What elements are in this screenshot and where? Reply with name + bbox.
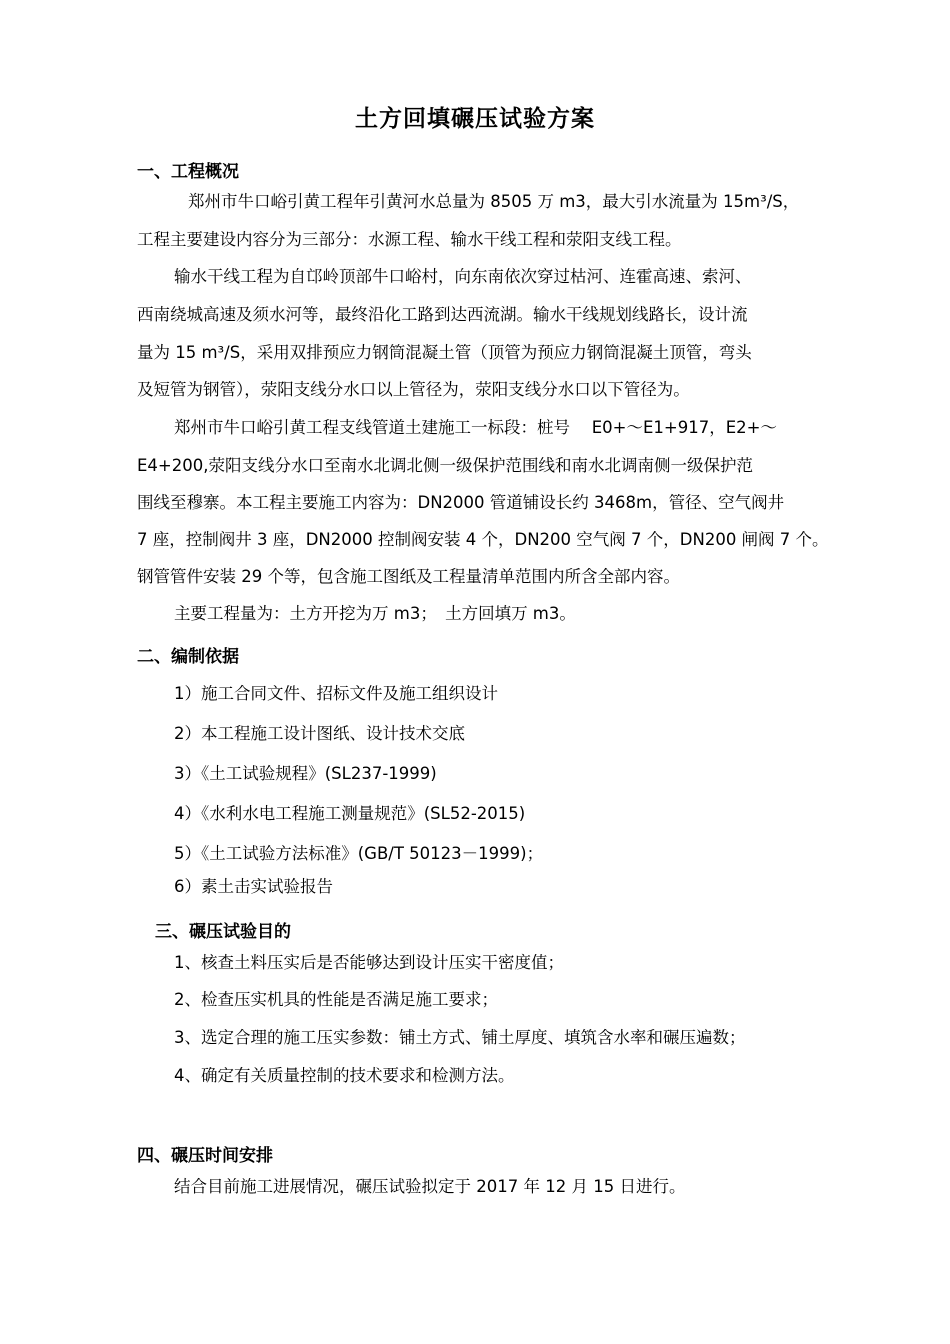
list-item: 1、核查土料压实后是否能够达到设计压实干密度值； xyxy=(174,953,564,972)
paragraph-line: 围线至穆寨。本工程主要施工内容为：DN2000 管道铺设长约 3468m，管径、空气阀井 xyxy=(137,493,785,512)
paragraph-line: 结合目前施工进展情况，碾压试验拟定于 2017 年 12 月 15 日进行。 xyxy=(174,1177,686,1196)
document-title: 土方回填碾压试验方案 xyxy=(355,106,595,132)
list-item: 4）《水利水电工程施工测量规范》(SL52-2015) xyxy=(174,804,526,823)
list-item: 2、检查压实机具的性能是否满足施工要求； xyxy=(174,990,498,1009)
paragraph-line: 工程主要建设内容分为三部分：水源工程、输水干线工程和荥阳支线工程。 xyxy=(137,230,682,249)
paragraph-line: 郑州市牛口峪引黄工程年引黄河水总量为 8505 万 m3，最大引水流量为 15m³/S， xyxy=(188,192,800,211)
paragraph-line: 西南绕城高速及须水河等，最终沿化工路到达西流湖。输水干线规划线路长，设计流 xyxy=(137,305,748,324)
list-item: 6）素土击实试验报告 xyxy=(174,877,333,896)
list-item: 1）施工合同文件、招标文件及施工组织设计 xyxy=(174,684,498,703)
list-item: 2）本工程施工设计图纸、设计技术交底 xyxy=(174,724,465,743)
paragraph-line: 钢管管件安装 29 个等，包含施工图纸及工程量清单范围内所含全部内容。 xyxy=(137,567,680,586)
list-item: 3）《土工试验规程》(SL237-1999) xyxy=(174,764,437,783)
paragraph-line: E4+200,荥阳支线分水口至南水北调北侧一级保护范围线和南水北调南侧一级保护范 xyxy=(137,456,753,475)
paragraph-line: 量为 15 m³/S，采用双排预应力钢筒混凝土管（顶管为预应力钢筒混凝土顶管，弯头 xyxy=(137,343,752,362)
paragraph-line: 及短管为钢管），荥阳支线分水口以上管径为，荥阳支线分水口以下管径为。 xyxy=(137,380,690,399)
list-item: 4、确定有关质量控制的技术要求和检测方法。 xyxy=(174,1066,515,1085)
paragraph-line: 7 座，控制阀井 3 座，DN2000 控制阀安装 4 个，DN200 空气阀 7 个，DN200 闸阀 7 个。 xyxy=(137,530,829,549)
paragraph-line: 郑州市牛口峪引黄工程支线管道土建施工一标段：桩号 E0+～E1+917，E2+～ xyxy=(174,418,777,437)
section-heading-basis: 二、编制依据 xyxy=(137,647,239,667)
list-item: 5）《土工试验方法标准》(GB/T 50123－1999)； xyxy=(174,844,544,863)
section-heading-overview: 一、工程概况 xyxy=(137,162,239,182)
list-item: 3、选定合理的施工压实参数：铺土方式、铺土厚度、填筑含水率和碾压遍数； xyxy=(174,1028,746,1047)
paragraph-line: 主要工程量为：土方开挖为万 m3； 土方回填万 m3。 xyxy=(174,604,576,623)
section-heading-schedule: 四、碾压时间安排 xyxy=(137,1146,273,1166)
section-heading-purpose: 三、碾压试验目的 xyxy=(155,922,291,942)
paragraph-line: 输水干线工程为自邙岭顶部牛口峪村，向东南依次穿过枯河、连霍高速、索河、 xyxy=(174,267,752,286)
